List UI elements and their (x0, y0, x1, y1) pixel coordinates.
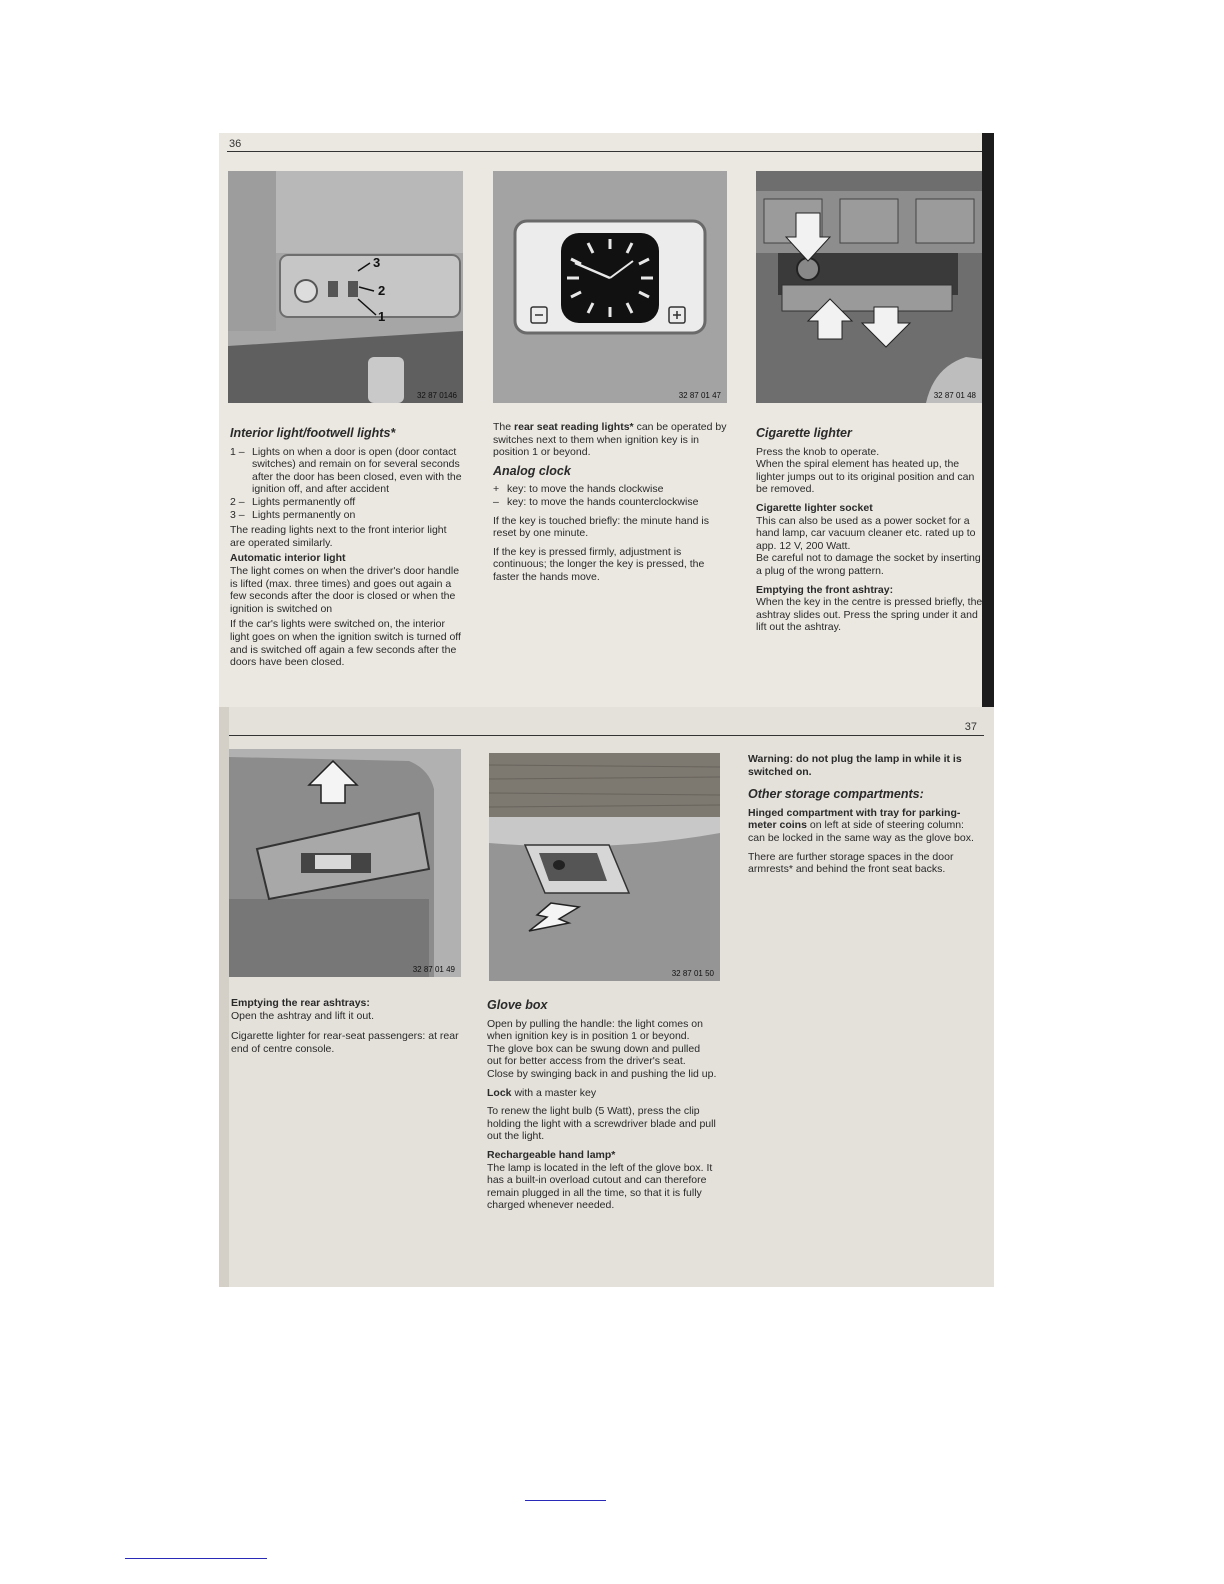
cigarette-lighter-photo (756, 171, 982, 403)
list-item: + key: to move the hands clockwise (493, 483, 664, 496)
glove-box-photo (489, 753, 720, 981)
interior-light-photo (228, 171, 463, 403)
page-number: 37 (964, 721, 977, 733)
header-rule (227, 151, 982, 152)
paragraph: Cigarette lighter for rear-seat passengers: at rear end of centre console. (231, 1030, 459, 1055)
section-heading: Interior light/footwell lights* (230, 426, 396, 440)
sub-heading: Emptying the front ashtray: (756, 583, 894, 596)
paragraph: The reading lights next to the front interior light are operated similarly. (230, 524, 447, 549)
section-heading: Other storage compartments: (748, 787, 924, 802)
paragraph: Hinged compartment with tray for parking-meter coins on left at side of steering column: (748, 806, 964, 832)
paragraph: The light comes on when the driver's door handle is lifted (max. three times) and goes out again a few seconds after the door is closed or when the ignition is switched on (230, 564, 460, 615)
section-heading: Cigarette lighter (756, 426, 852, 440)
paragraph: Be careful not to damage the socket by inserting a plug of the wrong pattern. (756, 552, 981, 577)
paragraph: Press the knob to operate. (756, 445, 880, 458)
link-underline[interactable] (525, 1500, 606, 1501)
list-item: 2 – Lights permanently off (230, 495, 356, 508)
section-heading: Analog clock (493, 463, 571, 478)
header-rule (229, 735, 984, 736)
paragraph: If the key is touched briefly: the minute hand is reset by one minute. (493, 514, 709, 540)
rear-ashtray-section (231, 997, 463, 1058)
sub-heading: Rechargeable hand lamp* (487, 1148, 616, 1161)
rear-ashtray-illustration (229, 749, 461, 977)
paragraph: To renew the light bulb (5 Watt), press the clip holding the light with a screwdriver blade and pull out the light. (487, 1105, 716, 1143)
glove-box-section (487, 997, 717, 1215)
paragraph: The lamp is located in the left of the glove box. It has a built-in overload cutout and can therefore remain plugged in all the time, so that it is fully charged whenever needed. (487, 1161, 713, 1212)
list-item: – key: to move the hands counterclockwise (493, 495, 699, 508)
photo-code: 32 87 01 48 (933, 391, 976, 400)
interior-light-illustration (228, 171, 463, 403)
photo-code: 32 87 0146 (416, 391, 457, 400)
cigarette-lighter-section (756, 421, 984, 637)
cigarette-lighter-illustration (756, 171, 982, 403)
paragraph: If the car's lights were switched on, the interior light goes on when the ignition switch is turned off and is switched off again a few seconds after the doors have been closed. (230, 618, 461, 669)
section-heading: Glove box (487, 998, 548, 1012)
storage-section (748, 753, 983, 879)
paragraph: Close by swinging back in and pushing the lid up. (487, 1067, 717, 1080)
link-underline[interactable] (125, 1558, 267, 1559)
photo-code: 32 87 01 47 (678, 391, 721, 400)
paragraph: Open the ashtray and lift it out. (231, 1009, 375, 1022)
switch-label-1: 1 (378, 309, 386, 324)
sub-heading: Cigarette lighter socket (756, 501, 873, 514)
paragraph: When the key in the centre is pressed briefly, the ashtray slides out. Press the spring under it and lift out the ashtray. (756, 596, 983, 634)
interior-light-section (230, 421, 464, 672)
paragraph: There are further storage spaces in the door armrests* and behind the front seat backs. (748, 850, 954, 876)
paragraph: The rear seat reading lights* can be operated by switches next to them when ignition key is in position 1 or beyond. (493, 421, 727, 459)
analog-clock-photo (493, 171, 727, 403)
page-number: 36 (229, 138, 242, 150)
sub-heading: Automatic interior light (230, 552, 346, 565)
list-item: 1 – Lights on when a door is open (door contact switches) and remain on for several seconds after the door has been closed, even with the ignition off, and after accident (230, 445, 462, 496)
list-item: 3 – Lights permanently on (230, 508, 356, 521)
sub-heading: Emptying the rear ashtrays: (231, 997, 370, 1009)
photo-code: 32 87 01 49 (412, 965, 455, 974)
paragraph: This can also be used as a power socket for a hand lamp, car vacuum cleaner etc. rated up to app. 12 V, 200 Watt. (756, 514, 976, 552)
paragraph: The glove box can be swung down and pulled out for better access from the driver's seat. (487, 1042, 701, 1068)
rear-ashtray-photo (229, 749, 461, 977)
glove-box-illustration (489, 753, 720, 981)
paragraph: Lock with a master key (487, 1086, 597, 1099)
paragraph: If the key is pressed firmly, adjustment is continuous; the longer the key is pressed, the faster the hands move. (493, 545, 705, 583)
switch-label-2: 2 (378, 283, 386, 298)
clock-section (493, 421, 727, 587)
analog-clock-illustration (493, 171, 727, 403)
paragraph: When the spiral element has heated up, the lighter jumps out to its original position and can be removed. (756, 458, 975, 496)
warning-text: Warning: do not plug the lamp in while it is switched on. (748, 753, 962, 778)
page-edge-shadow (219, 707, 229, 1287)
paragraph: Open by pulling the handle: the light comes on when ignition key is in position 1 or beyond. (487, 1017, 703, 1043)
photo-code: 32 87 01 50 (671, 969, 714, 978)
paragraph: can be locked in the same way as the glove box. (748, 831, 974, 844)
manual-page-36 (219, 133, 994, 709)
manual-page-37 (219, 707, 994, 1287)
switch-label-3: 3 (373, 255, 381, 270)
